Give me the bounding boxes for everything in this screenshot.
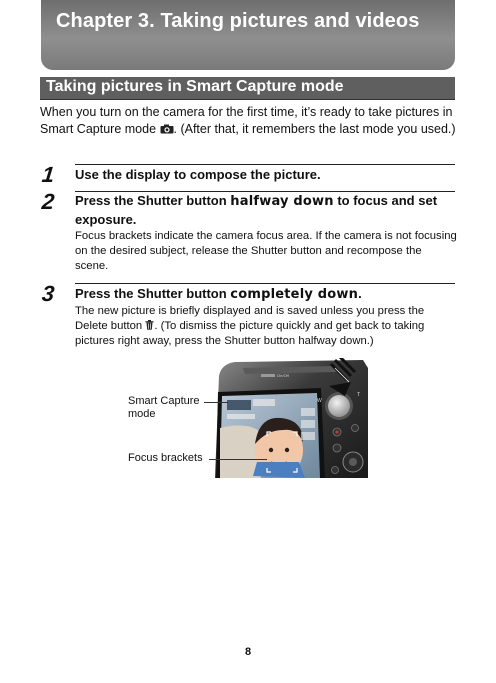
intro-text-after: . (After that, it remembers the last mode you used.) (173, 121, 456, 136)
step-3-number: 3 (40, 281, 56, 306)
intro-text-before: When you turn on the camera for the first time, it’s ready to take pictures in Smart Capture mode (40, 105, 453, 136)
step-1-rule (75, 164, 455, 165)
callout-line-mode (204, 402, 228, 403)
delete-trash-icon (145, 320, 154, 330)
svg-text:W: W (317, 398, 322, 404)
step-1-number: 1 (40, 162, 56, 187)
step-3-title-before: Press the Shutter button (75, 286, 231, 301)
section-title: Taking pictures in Smart Capture mode (46, 78, 344, 95)
svg-text:T: T (357, 392, 361, 398)
chapter-title: Chapter 3. Taking pictures and videos (56, 10, 420, 32)
label-focus-brackets: Focus brackets (128, 452, 203, 464)
section-header (40, 77, 455, 100)
step-2-body: Focus brackets indicate the camera focus area. If the camera is not focusing on the desired subject, release the Shutter button and recompose the scene. (75, 230, 457, 273)
step-3-body-before: The new picture is briefly displayed and is saved unless you press the Delete button (75, 305, 425, 333)
step-3-body (75, 304, 457, 350)
step-2-title-after: to focus and set exposure. (75, 193, 438, 227)
callout-line-brackets (209, 459, 267, 460)
step-3-body-after: . (To dismiss the picture quickly and get back to taking pictures right away, press the Shutter button halfway down.) (75, 320, 425, 348)
step-3-title (75, 285, 455, 304)
smart-capture-mode-icon (160, 124, 174, 134)
label-smart-capture-mode-text: Smart Capture mode (128, 395, 200, 420)
intro-paragraph (40, 104, 458, 137)
step-2-title-emphasis: halfway down (230, 194, 334, 209)
step-1-title: Use the display to compose the picture. (75, 167, 321, 182)
step-2-title-before: Press the Shutter button (75, 193, 231, 208)
step-3-title-emphasis: completely down (230, 287, 359, 302)
svg-text:On/Off: On/Off (277, 373, 289, 378)
label-smart-capture-mode (128, 395, 200, 421)
step-3-rule (75, 283, 455, 284)
chapter-banner (41, 0, 455, 70)
step-2-number: 2 (40, 189, 56, 214)
page-number: 8 (244, 646, 252, 658)
camera-illustration (213, 358, 368, 478)
step-2-title (75, 192, 455, 229)
step-3-title-after: . (358, 286, 362, 301)
